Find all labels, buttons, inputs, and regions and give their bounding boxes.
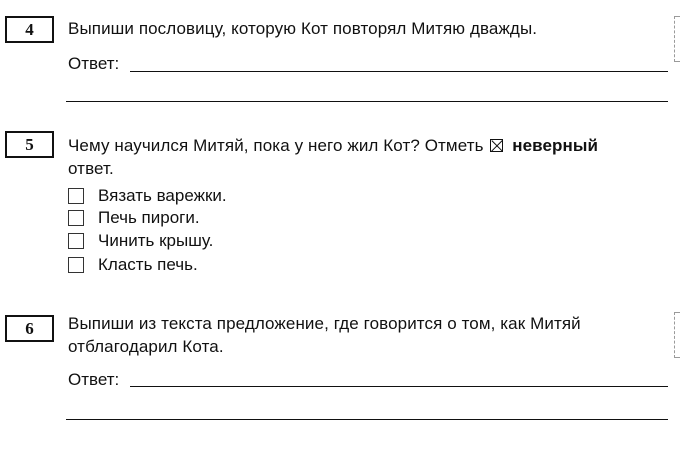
- task-number: 5: [25, 134, 34, 154]
- side-margin-mark: [674, 16, 680, 62]
- question-text: Выпиши из текста предложение, где говорится о том, как Митяй: [68, 314, 581, 333]
- task-number-box: [5, 16, 54, 43]
- checkbox[interactable]: [68, 257, 84, 273]
- answer-label: Ответ:: [68, 370, 120, 389]
- answer-line[interactable]: [66, 101, 668, 102]
- answer-option[interactable]: [68, 255, 198, 275]
- question-text: отблагодарил Кота.: [68, 337, 224, 356]
- task-question: [68, 312, 668, 358]
- side-margin-mark: [674, 312, 680, 358]
- checkbox[interactable]: [68, 188, 84, 204]
- answer-option[interactable]: [68, 231, 213, 251]
- task-number-box: [5, 315, 54, 342]
- task-question: Выпиши пословицу, которую Кот повторял Митяю дважды.: [68, 19, 538, 38]
- answer-option[interactable]: [68, 186, 227, 206]
- option-label: Печь пироги.: [98, 208, 200, 227]
- answer-label: Ответ:: [68, 54, 120, 73]
- task-number: 6: [25, 318, 34, 338]
- emphasis-word: неверный: [512, 136, 599, 155]
- checkbox[interactable]: [68, 233, 84, 249]
- task-question: [68, 134, 668, 180]
- answer-line[interactable]: [130, 386, 668, 387]
- option-label: Вязать варежки.: [98, 186, 227, 205]
- task-number-box: [5, 131, 54, 158]
- answer-option[interactable]: [68, 208, 200, 228]
- question-text: Чему научился Митяй, пока у него жил Кот? Отметь: [68, 136, 484, 155]
- question-text: ответ.: [68, 159, 114, 178]
- option-label: Класть печь.: [98, 255, 198, 274]
- option-label: Чинить крышу.: [98, 231, 214, 250]
- answer-line[interactable]: [66, 419, 668, 420]
- answer-line[interactable]: [130, 71, 668, 72]
- checkbox-x-icon: [490, 139, 503, 152]
- task-number: 4: [25, 19, 34, 39]
- checkbox[interactable]: [68, 210, 84, 226]
